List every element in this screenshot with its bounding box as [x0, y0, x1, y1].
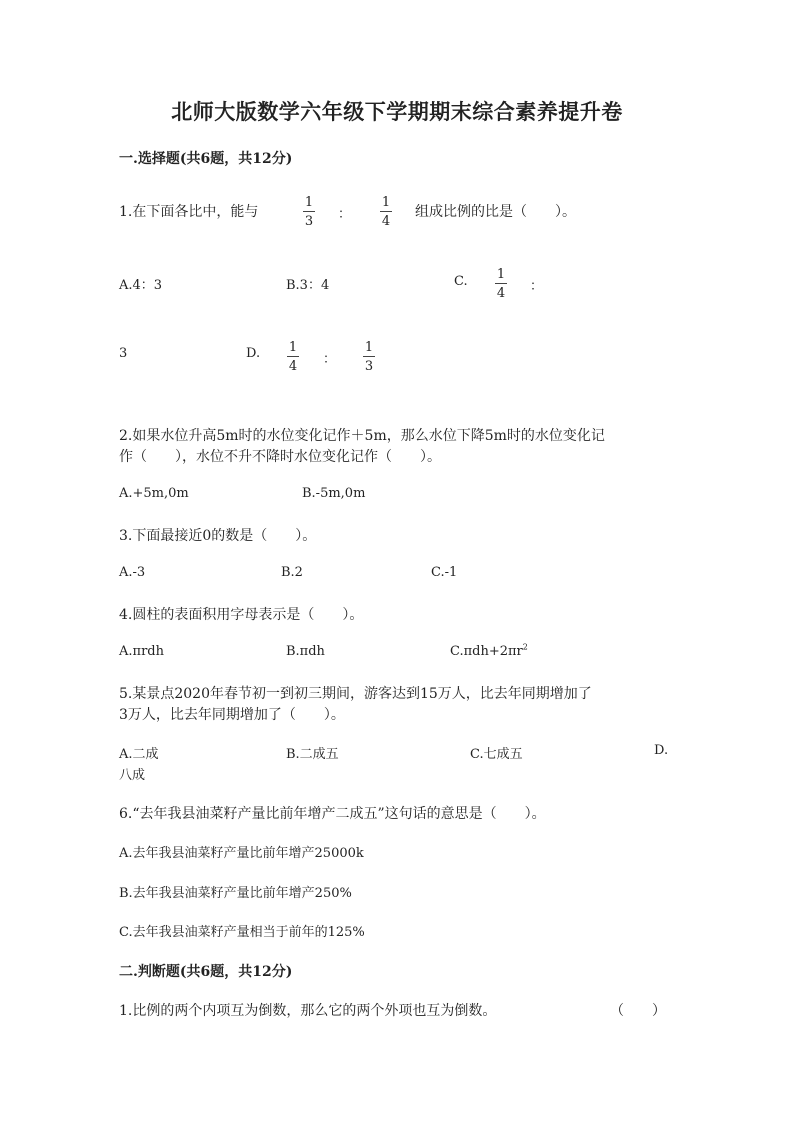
q3-stem: 3.下面最接近0的数是（ ）。	[119, 528, 317, 544]
q4-option-b: B.πdh	[286, 644, 325, 659]
q1-fraction-a-numerator: 1	[304, 195, 314, 210]
section-heading-judgement: 二.判断题(共6题，共12分)	[119, 964, 293, 980]
fraction-bar	[380, 211, 392, 212]
section-heading-choice: 一.选择题(共6题，共12分)	[119, 151, 293, 167]
q1-fraction-b-denominator: 4	[381, 214, 391, 229]
q1-option-a: A.4：3	[119, 278, 163, 293]
q5-option-d-tail: 八成	[119, 768, 146, 783]
q1-option-c-colon: ：	[530, 279, 544, 294]
q3-option-b: B.2	[281, 565, 303, 580]
q1-option-d-denominator-1: 4	[288, 359, 298, 374]
q6-option-c: C.去年我县油菜籽产量相当于前年的125%	[119, 925, 365, 940]
q2-stem-line-2: 作（ ），水位不升不降时水位变化记作（ ）。	[119, 449, 441, 465]
q1-colon: ：	[338, 207, 352, 222]
j1-stem: 1.比例的两个内项互为倒数，那么它的两个外项也互为倒数。	[119, 1003, 497, 1019]
q5-option-a: A.二成	[119, 747, 159, 762]
q3-option-a: A.-3	[119, 565, 146, 580]
q3-option-c: C.-1	[431, 565, 458, 580]
q1-option-d-colon: ：	[323, 352, 337, 367]
q2-stem-line-1: 2.如果水位升高5m时的水位变化记作＋5m，那么水位下降5m时的水位变化记	[119, 428, 605, 444]
q1-option-c-fraction	[495, 267, 507, 301]
q1-option-c-numerator: 1	[496, 267, 506, 282]
q2-option-a: A.+5m,0m	[119, 486, 189, 501]
fraction-bar	[495, 283, 507, 284]
q1-option-c-denominator: 4	[496, 286, 506, 301]
q6-option-b: B.去年我县油菜籽产量比前年增产250%	[119, 886, 352, 901]
q1-option-d-denominator-2: 3	[364, 359, 374, 374]
q5-option-d-prefix: D.	[654, 743, 669, 758]
q1-fraction-b-numerator: 1	[381, 195, 391, 210]
q5-stem-line-1: 5.某景点2020年春节初一到初三期间，游客达到15万人，比去年同期增加了	[119, 686, 592, 702]
q4-option-c-text: C.πdh+2πr	[450, 644, 523, 659]
q6-option-a: A.去年我县油菜籽产量比前年增产25000k	[119, 846, 364, 861]
q1-option-d-fraction-1	[287, 340, 299, 374]
page-title: 北师大版数学六年级下学期期末综合素养提升卷	[171, 99, 623, 124]
q1-option-d-numerator-1: 1	[288, 340, 298, 355]
q1-option-d-prefix: D.	[246, 346, 261, 361]
q4-option-c-exponent: 2	[522, 642, 528, 652]
q1-option-d-fraction-2	[363, 340, 375, 374]
q5-option-b: B.二成五	[286, 747, 339, 762]
q1-option-b: B.3：4	[286, 278, 330, 293]
q6-stem: 6.“去年我县油菜籽产量比前年增产二成五”这句话的意思是（ ）。	[119, 806, 546, 822]
q1-option-d-numerator-2: 1	[364, 340, 374, 355]
q5-option-c: C.七成五	[470, 747, 523, 762]
q1-fraction-a-denominator: 3	[304, 214, 314, 229]
q1-option-c-tail: 3	[119, 346, 128, 361]
q4-stem: 4.圆柱的表面积用字母表示是（ ）。	[119, 607, 364, 623]
q5-stem-line-2: 3万人，比去年同期增加了（ ）。	[119, 707, 345, 723]
q1-stem-before: 1.在下面各比中，能与	[119, 204, 259, 220]
q1-fraction-a	[303, 195, 315, 229]
fraction-bar	[287, 356, 299, 357]
q1-stem-after: 组成比例的比是（ ）。	[415, 204, 576, 220]
q1-option-c-prefix: C.	[454, 274, 468, 289]
fraction-bar	[303, 211, 315, 212]
q1-fraction-b	[380, 195, 392, 229]
q4-option-c	[450, 644, 528, 659]
q2-option-b: B.-5m,0m	[302, 486, 366, 501]
fraction-bar	[363, 356, 375, 357]
j1-answer-parentheses: （ ）	[610, 1003, 666, 1019]
q4-option-a: A.πrdh	[119, 644, 164, 659]
